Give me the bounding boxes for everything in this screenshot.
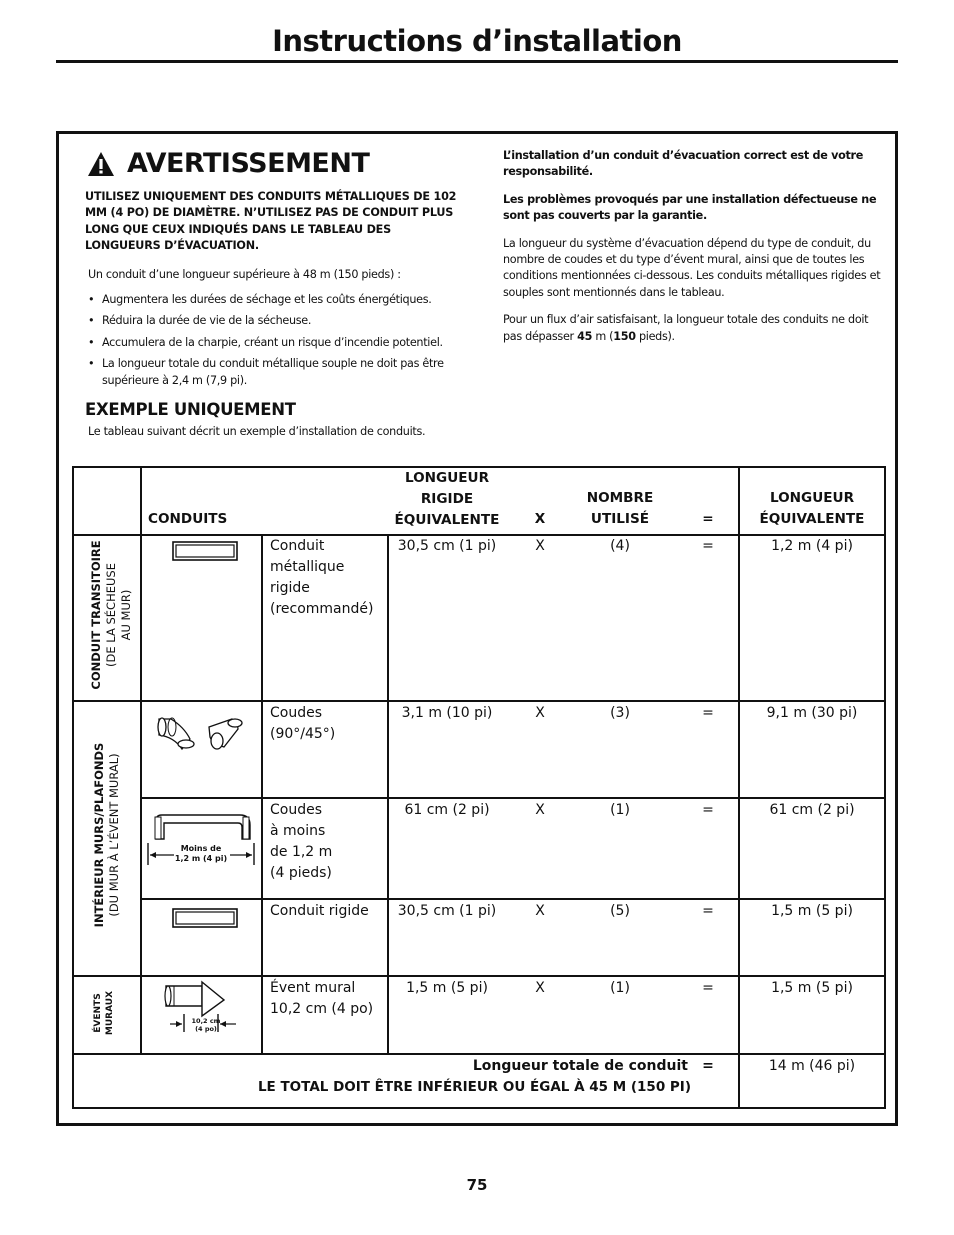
header-line: LONGUEUR <box>404 470 490 486</box>
warning-left-column <box>85 189 465 394</box>
warning-header <box>87 148 369 179</box>
description-line: à moins <box>270 823 326 839</box>
header-line: ÉQUIVALENTE <box>759 511 865 527</box>
x-cell: X <box>535 538 545 554</box>
description-line: métallique <box>270 559 345 575</box>
grid-line <box>140 898 884 900</box>
diagram-label: 1,2 m (4 pi) <box>174 854 228 863</box>
header-line: LONGUEUR <box>769 490 855 506</box>
group-label-bold: MURAUX <box>105 990 115 1036</box>
group-label-line: (DE LA SÉCHEUSE <box>104 563 118 667</box>
group-label-transition <box>89 532 133 698</box>
warning-heading: AVERTISSEMENT <box>127 148 370 179</box>
length-explanation: La longueur du système d’évacuation dépend du type de conduit, du nombre de coudes et du type d’évent mural, ainsi que de toutes les conditions mentionnées ci-dessous. Les conduits métalliques rigides et souples sont mentionnés dans le tableau. <box>503 236 881 299</box>
bullet-item: • Augmentera les durées de séchage et les coûts énergétiques. <box>85 292 465 308</box>
page-title: Instructions d’installation <box>272 24 682 58</box>
airflow-note <box>503 312 888 345</box>
total-equals: = <box>702 1058 714 1074</box>
header-equals: = <box>702 511 714 527</box>
group-label-line: AU MUR) <box>119 589 133 641</box>
example-description: Le tableau suivant décrit un exemple d’installation de conduits. <box>88 425 426 438</box>
short-elbow-label <box>174 844 228 864</box>
header-line: ÉQUIVALENTE <box>394 512 500 528</box>
total-value: 14 m (46 pi) <box>768 1058 856 1074</box>
rigid-length-cell: 30,5 cm (1 pi) <box>397 903 497 919</box>
header-line: UTILISÉ <box>590 511 650 527</box>
header-equivalent-length <box>740 488 884 530</box>
equals-cell: = <box>702 538 714 554</box>
description-line: rigide <box>270 580 310 596</box>
x-cell: X <box>535 903 545 919</box>
airflow-text: m ( <box>592 329 614 343</box>
warning-caps-text: UTILISEZ UNIQUEMENT DES CONDUITS MÉTALLIQUES DE 102 MM (4 PO) DE DIAMÈTRE. N’UTILISEZ PAS DE CONDUIT PLUS LONG QUE CEUX INDIQUÉS DANS LE TABLEAU DES LONGUEURS D’ÉVACUATION. <box>85 190 457 253</box>
x-cell: X <box>535 705 545 721</box>
x-cell: X <box>535 802 545 818</box>
grid-line <box>74 975 884 977</box>
rigid-length-cell: 30,5 cm (1 pi) <box>397 538 497 554</box>
wall-vent-label <box>188 1017 224 1033</box>
equals-cell: = <box>702 903 714 919</box>
total-cell: 1,5 m (5 pi) <box>771 903 853 919</box>
airflow-text: pieds). <box>635 329 675 343</box>
rigid-duct-diagram <box>171 538 241 564</box>
row-description <box>270 901 385 922</box>
total-cell: 61 cm (2 pi) <box>769 802 855 818</box>
warning-right-column <box>503 148 888 356</box>
description-line: (4 pieds) <box>270 865 332 881</box>
title-rule <box>56 60 898 63</box>
description-line: 10,2 cm (4 po) <box>270 1001 374 1017</box>
total-cell: 9,1 m (30 pi) <box>766 705 858 721</box>
description-line: Conduit rigide <box>270 903 369 919</box>
example-heading: EXEMPLE UNIQUEMENT <box>85 400 296 419</box>
description-line: Évent mural <box>270 980 356 996</box>
count-cell: (5) <box>610 903 630 919</box>
page-number: 75 <box>466 1176 488 1194</box>
diagram-label: (4 po) <box>195 1025 217 1033</box>
responsibility-note: L’installation d’un conduit d’évacuation correct est de votre responsabilité. <box>503 149 864 179</box>
x-cell: X <box>535 980 545 996</box>
row-description <box>270 536 385 620</box>
description-line: de 1,2 m <box>270 844 333 860</box>
bullet-item: • Accumulera de la charpie, créant un risque d’incendie potentiel. <box>85 335 465 351</box>
header-count <box>570 488 670 530</box>
count-cell: (3) <box>610 705 630 721</box>
header-x: X <box>534 511 546 527</box>
diagram-label: 10,2 cm <box>191 1017 221 1025</box>
equals-cell: = <box>702 802 714 818</box>
grid-line <box>74 1053 884 1055</box>
count-cell: (4) <box>610 538 630 554</box>
diagram-label: Moins de <box>180 844 222 853</box>
header-conduits: CONDUITS <box>148 511 228 527</box>
grid-line <box>140 468 142 1053</box>
rigid-duct-diagram <box>171 905 241 931</box>
description-line: Coudes <box>270 802 323 818</box>
row-description <box>270 978 385 1020</box>
group-label-bold: CONDUIT TRANSITOIRE <box>89 540 103 690</box>
row-description <box>270 703 385 745</box>
equals-cell: = <box>702 980 714 996</box>
bullet-item: • La longueur totale du conduit métallique souple ne doit pas être supérieure à 2,4 m (7,9 pi). <box>85 356 465 389</box>
description-line: (recommandé) <box>270 601 374 617</box>
group-label-bold: ÉVENTS <box>93 993 103 1033</box>
equals-cell: = <box>702 705 714 721</box>
airflow-max-m: 45 <box>577 329 593 343</box>
bullet-item: • Réduira la durée de vie de la sécheuse. <box>85 313 465 329</box>
grid-line <box>738 468 740 1109</box>
rigid-length-cell: 61 cm (2 pi) <box>404 802 490 818</box>
group-label-interior <box>92 697 122 973</box>
group-label-bold: INTÉRIEUR MURS/PLAFONDS <box>92 742 106 928</box>
warranty-note: Les problèmes provoqués par une installation défectueuse ne sont pas couverts par la garantie. <box>503 192 877 223</box>
total-label: Longueur totale de conduit <box>472 1058 688 1074</box>
description-line: Conduit <box>270 538 325 554</box>
total-cell: 1,5 m (5 pi) <box>771 980 853 996</box>
row-description <box>270 800 385 884</box>
rigid-length-cell: 3,1 m (10 pi) <box>401 705 493 721</box>
total-cell: 1,2 m (4 pi) <box>771 538 853 554</box>
header-line: NOMBRE <box>586 490 654 506</box>
description-line: (90°/45°) <box>270 726 336 742</box>
description-line: Coudes <box>270 705 323 721</box>
vent-length-table <box>72 466 886 1109</box>
warning-intro: Un conduit d’une longueur supérieure à 48 m (150 pieds) : <box>88 267 401 281</box>
count-cell: (1) <box>610 802 630 818</box>
group-label-wall-vents <box>92 974 122 1052</box>
count-cell: (1) <box>610 980 630 996</box>
grid-line <box>74 700 884 702</box>
airflow-text: Pour un flux d’air satisfaisant, la longueur totale des conduits ne doit pas dépasser <box>503 313 869 343</box>
elbow-diagram <box>154 713 249 755</box>
total-limit: LE TOTAL DOIT ÊTRE INFÉRIEUR OU ÉGAL À 45 M (150 PI) <box>257 1079 691 1095</box>
warning-box <box>56 131 898 1126</box>
airflow-max-ft: 150 <box>613 329 636 343</box>
group-label-line: (DU MUR À L’ÉVENT MURAL) <box>107 753 121 917</box>
warning-bullets <box>85 292 465 389</box>
warning-triangle-icon <box>87 151 115 177</box>
rigid-length-cell: 1,5 m (5 pi) <box>406 980 488 996</box>
grid-line <box>140 797 884 799</box>
header-rigid-length <box>388 468 506 531</box>
header-line: RIGIDE <box>420 491 474 507</box>
